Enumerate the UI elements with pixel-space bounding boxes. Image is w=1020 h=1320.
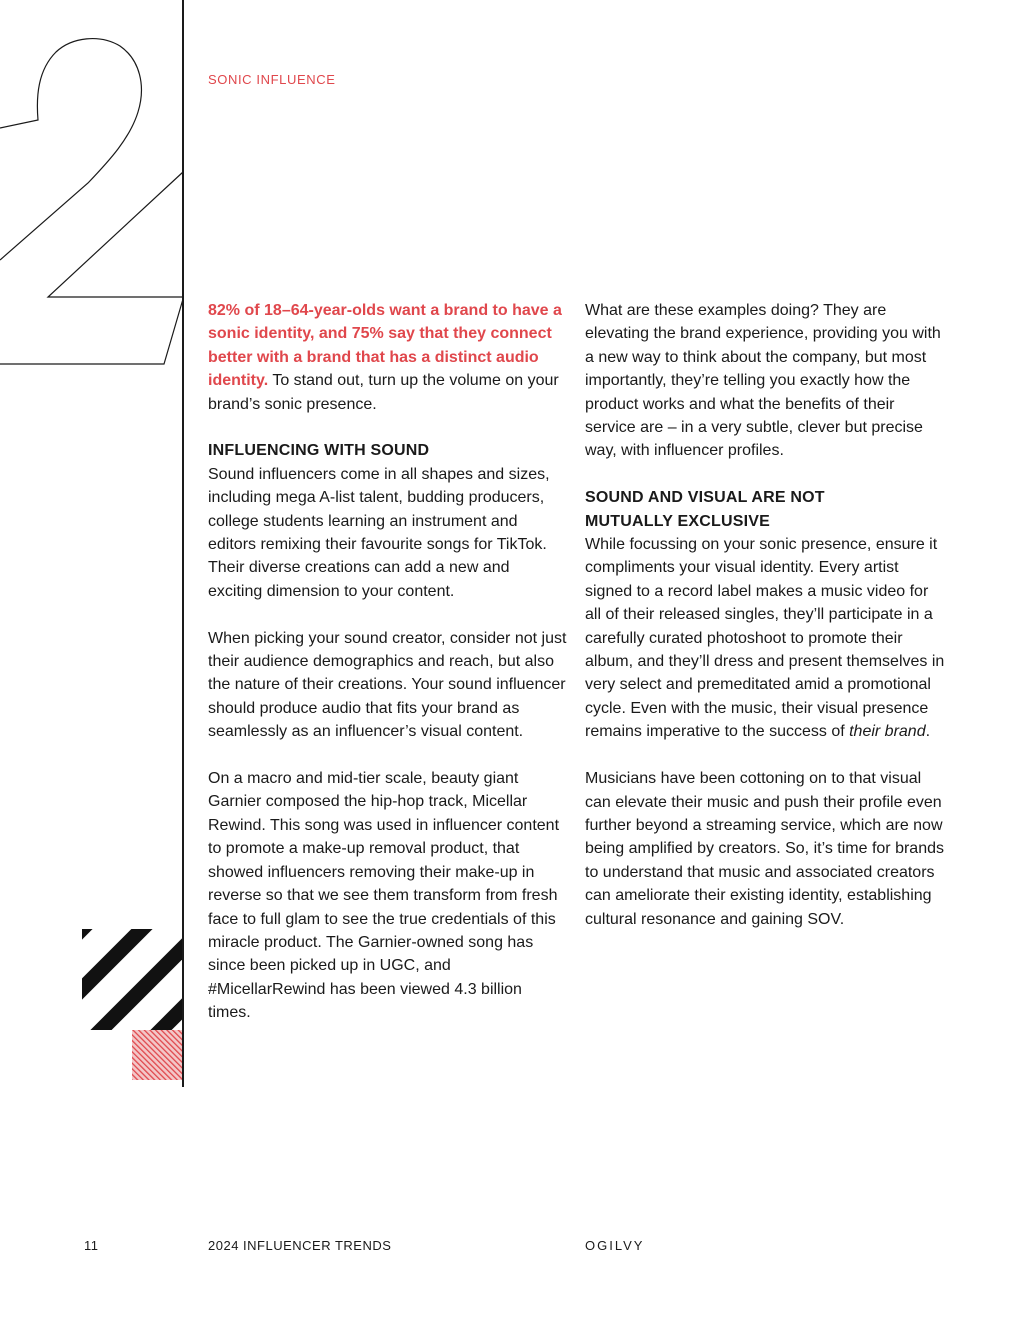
heading-sound-and-visual [585, 486, 945, 533]
red-hatch-square-graphic [132, 1030, 182, 1080]
section-label: SONIC INFLUENCE [208, 72, 336, 87]
intro-paragraph [208, 299, 568, 416]
heading-line-1: SOUND AND VISUAL ARE NOT [585, 489, 825, 507]
paragraph-picking-creator: When picking your sound creator, consider not just their audience demographics and reach, but also the nature of their creations. Your sound influencer should produce audio that fits your brand as seamlessly as an influencer’s visual content. [208, 629, 567, 741]
heading-influencing-with-sound: INFLUENCING WITH SOUND [208, 442, 430, 460]
chapter-numeral-2-graphic [0, 0, 183, 370]
visual-identity-end: . [925, 723, 931, 741]
visual-identity-main: While focussing on your sonic presence, ensure it compliments your visual identity. Every artist signed to a record label makes a music video for all of their released singles, they’ll participate in a carefully curated photoshoot to promote their album, and they’ll dress and present themselves in very select and premeditated amid a promotional cycle. Even with the music, their visual presence remains imperative to the success of [585, 536, 945, 741]
left-column [208, 299, 568, 1025]
intro-rest: To stand out, turn up the volume on your brand’s sonic presence. [208, 372, 559, 413]
paragraph-visual-identity [585, 533, 945, 744]
paragraph-musicians-cottoning: Musicians have been cottoning on to that visual can elevate their music and push their profile even further beyond a streaming service, which are now being amplified by creators. So, it’s time for brands to understand that music and associated creators can ameliorate their existing identity, establishing cultural resonance and gaining SOV. [585, 770, 944, 928]
publication-title: 2024 INFLUENCER TRENDS [208, 1238, 392, 1253]
heading-line-2: MUTUALLY EXCLUSIVE [585, 512, 770, 530]
brand-name: OGILVY [585, 1238, 645, 1253]
paragraph-examples-doing: What are these examples doing? They are elevating the brand experience, providing you with a new way to think about the company, but most importantly, they’re telling you exactly how the product works and what the benefits of their service are – in a very subtle, clever but precise way, with influencer profiles. [585, 302, 941, 460]
paragraph-garnier-example: On a macro and mid-tier scale, beauty giant Garnier composed the hip-hop track, Micellar Rewind. This song was used in influencer content to promote a make-up removal product, that showed influencers removing their make-up in reverse so that we see them transform from fresh face to full glam to see the true credentials of this miracle product. The Garnier-owned song has since been picked up in UGC, and #MicellarRewind has been viewed 4.3 billion times. [208, 770, 560, 1022]
page-number: 11 [84, 1238, 99, 1253]
paragraph-sound-influencers: Sound influencers come in all shapes and sizes, including mega A-list talent, budding producers, college students learning an instrument and editors remixing their favourite songs for TikTok. Their diverse creations can add a new and exciting dimension to your content. [208, 465, 550, 600]
right-column [585, 299, 945, 931]
diagonal-stripes-graphic [82, 929, 182, 1030]
visual-identity-italic: their brand [849, 723, 926, 741]
intro-highlight-stat: 82% of 18–64-year-olds want a brand to have a sonic identity, and 75% say that they connect better with a brand that has a distinct audio identity. [208, 302, 562, 390]
